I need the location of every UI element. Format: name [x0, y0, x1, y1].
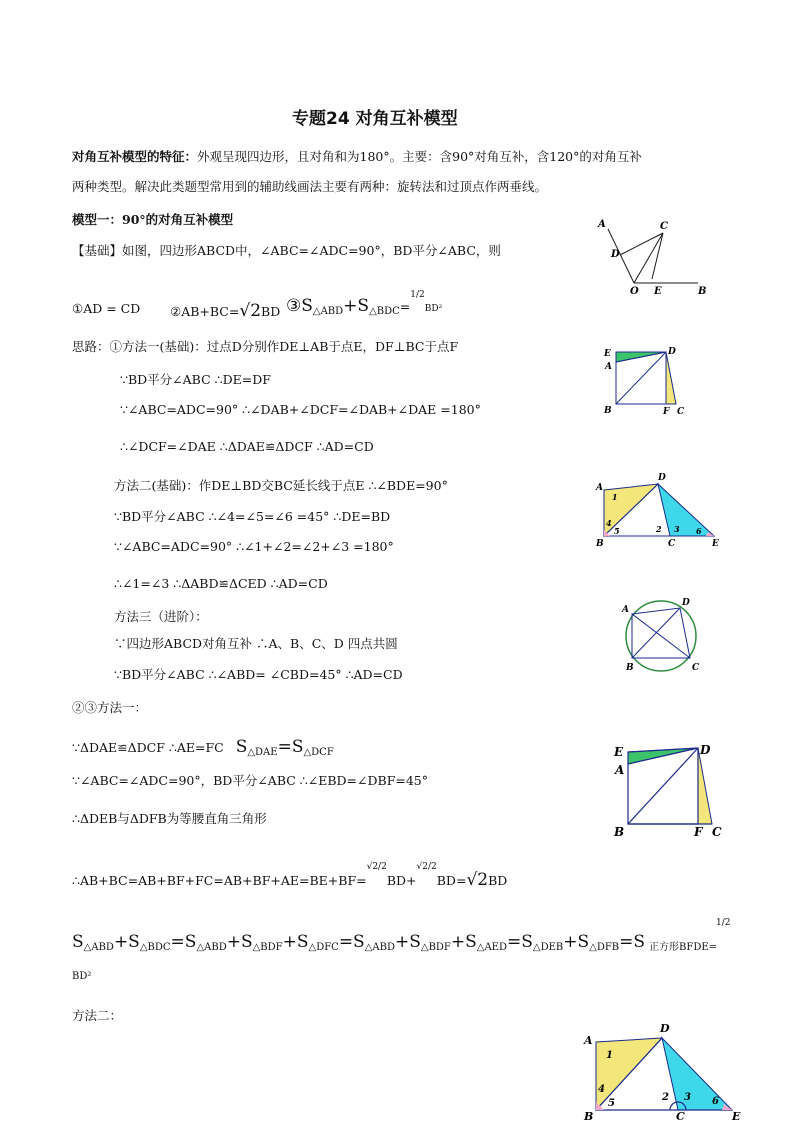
method1-line4: ∴∠DCF=∠DAE ∴ΔDAE≌ΔDCF ∴AD=CD	[120, 439, 374, 454]
fig3-label-b: B	[596, 539, 604, 549]
fig6-label-b: B	[584, 1110, 594, 1123]
fig1-label-e: E	[654, 286, 662, 297]
fig6-angle-6: 6	[712, 1096, 719, 1107]
area-term-0: △ABD	[83, 942, 114, 953]
part23-line4	[72, 862, 508, 890]
part23-line2: ∵∠ABC=∠ADC=90°，BD平分∠ABC ∴∠EBD=∠DBF=45°	[72, 773, 429, 788]
p23-l4-text: ∴AB+BC=AB+BF+FC=AB+BF+AE=BE+BF=	[72, 873, 367, 888]
method2-line1: 方法二(基础)：作DE⊥BD交BC延长线于点E ∴∠BDE=90°	[114, 478, 448, 493]
method3-line3: ∵BD平分∠ABC ∴∠ABD= ∠CBD=45° ∴AD=CD	[114, 667, 403, 682]
fig5-label-c: C	[712, 825, 722, 839]
area-term-3: △BDF	[252, 942, 283, 953]
conclusion-1: ①AD = CD	[72, 301, 141, 316]
fig3-angle-4: 4	[606, 518, 612, 528]
intro-line-2: 两种类型。解决此类题型常用到的辅助线画法主要有两种：旋转法和过顶点作两垂线。	[72, 179, 548, 194]
area-tail: 正方形BFDE	[649, 942, 709, 953]
fig2-label-a: A	[605, 362, 612, 372]
method2-line4: ∴∠1=∠3 ∴ΔABD≌ΔCED ∴AD=CD	[114, 576, 328, 591]
area-bd: BD²	[72, 971, 92, 982]
conclusion-2-text: ②AB+BC=	[170, 304, 240, 319]
p23-bd1: BD+	[386, 873, 417, 888]
c3-s: ③S	[286, 296, 313, 316]
p23-eq: =S	[277, 737, 304, 757]
fig2-label-d: D	[668, 347, 676, 357]
fig3-label-e: E	[712, 539, 719, 549]
fig6-angle-5: 5	[608, 1098, 615, 1109]
fig6-label-c: C	[676, 1110, 685, 1123]
fig1-label-a: A	[598, 219, 606, 230]
area-term-1: △BDC	[139, 942, 171, 953]
fig5-label-f: F	[694, 825, 703, 839]
fig3-label-a: A	[596, 483, 603, 493]
fig3-angle-5: 5	[614, 526, 620, 536]
conclusion-3	[286, 290, 443, 317]
c3-sub1: △ABD	[312, 306, 344, 317]
method2-heading: 方法二：	[72, 1008, 123, 1023]
fig6-angle-1: 1	[606, 1050, 613, 1061]
area-eq: =	[708, 942, 718, 953]
fig1-label-c: C	[660, 221, 668, 232]
part23-line1	[72, 737, 334, 758]
p23-bd2: BD=	[436, 873, 467, 888]
area-term-8: △DEB	[532, 942, 564, 953]
c3-half: 1/2	[410, 290, 425, 300]
method2-line2: ∵BD平分∠ABC ∴∠4=∠5=∠6 =45° ∴DE=BD	[114, 509, 391, 524]
c3-plus: +S	[343, 296, 370, 316]
area-half: 1/2	[716, 918, 731, 928]
figure-5	[612, 740, 732, 840]
intro-bold-label: 对角互补模型的特征：	[72, 149, 198, 164]
fig6-label-a: A	[584, 1034, 593, 1047]
method3-line2: ∵四边形ABCD对角互补 ∴A、B、C、D 四点共圆	[114, 636, 398, 651]
sqrt2-symbol: √2	[239, 301, 262, 321]
page-title: 专题24 对角互补模型	[292, 109, 458, 129]
p23-s1: S	[235, 737, 248, 757]
p23-frac2: √2/2	[416, 862, 437, 872]
p23-sqrt2: √2	[466, 870, 489, 890]
fig5-label-e: E	[614, 745, 624, 759]
method1-line1: 思路：①方法一(基础)：过点D分别作DE⊥AB于点E，DF⊥BC于点F	[72, 339, 459, 354]
intro-text: 外观呈现四边形，且对角和为180°。主要：含90°对角互补，含120°的对角互补	[197, 149, 642, 164]
area-equation: $S_{\triangle ABD}+S_{\triangle BDC}=S_{\triangle ABD}+S_{\triangle BDF}+S_{\triangle DFC}=S_{\triangle ABD}+S_{\triangle BDF}+S_{\triangle AED}=S_{\triangle DEB}+S_{\triangle DFB}=S$ $_{正方形BFDE=}$	[72, 932, 718, 953]
fig3-label-c: C	[668, 539, 676, 549]
fig1-label-o: O	[630, 286, 639, 297]
method2-line3: ∵∠ABC=ADC=90° ∴∠1+∠2=∠2+∠3 =180°	[114, 539, 394, 554]
area-term-5: △ABD	[364, 942, 395, 953]
part23-line3: ∴ΔDEB与ΔDFB为等腰直角三角形	[72, 811, 267, 826]
fig3-label-d: D	[658, 473, 666, 483]
area-term-9: △DFB	[589, 942, 620, 953]
fig3-angle-2: 2	[656, 524, 662, 534]
c3-sub2: △BDC	[369, 306, 400, 317]
fig4-label-c: C	[692, 663, 700, 673]
fig5-label-a: A	[615, 763, 625, 777]
figure-6	[582, 1020, 752, 1123]
area-term-2: △ABD	[196, 942, 227, 953]
fig4-label-a: A	[622, 605, 629, 615]
fig5-label-b: B	[614, 825, 625, 839]
fig2-label-c: C	[677, 407, 685, 417]
p23-sub1: △DAE	[247, 747, 278, 758]
figure-4	[616, 592, 716, 682]
figure-3	[594, 472, 724, 547]
part23-line1-text: ∵ΔDAE≌ΔDCF ∴AE=FC	[72, 740, 224, 755]
p23-bd-end: BD	[488, 873, 508, 888]
fig3-angle-3: 3	[674, 524, 680, 534]
c3-bd: BD²	[424, 304, 443, 314]
fig2-label-e: E	[604, 349, 611, 359]
p23-frac1: √2/2	[366, 862, 387, 872]
fig1-label-d: D	[611, 249, 620, 260]
area-term-6: △BDF	[420, 942, 451, 953]
fig6-angle-3: 3	[684, 1092, 691, 1103]
fig5-label-d: D	[700, 743, 711, 757]
c3-eq: =	[399, 299, 411, 314]
model1-heading: 模型一：90°的对角互补模型	[72, 212, 234, 227]
fig3-angle-6: 6	[696, 526, 702, 536]
fig1-label-b: B	[698, 286, 707, 297]
fig4-label-b: B	[626, 663, 634, 673]
fig2-label-b: B	[604, 406, 612, 416]
area-term-7: △AED	[476, 942, 507, 953]
fig4-label-d: D	[682, 598, 690, 608]
method1-line3: ∵∠ABC=ADC=90° ∴∠DAB+∠DCF=∠DAB+∠DAE =180°	[120, 402, 481, 417]
fig3-angle-1: 1	[612, 492, 618, 502]
figure-2	[600, 342, 690, 417]
method1-line2: ∵BD平分∠ABC ∴DE=DF	[120, 372, 271, 387]
conclusion-2	[170, 301, 280, 321]
model1-basic: 【基础】如图，四边形ABCD中，∠ABC=∠ADC=90°，BD平分∠ABC，则	[72, 243, 501, 258]
intro-line-1	[72, 147, 642, 165]
part23-heading: ②③方法一：	[72, 700, 148, 715]
fig6-angle-2: 2	[662, 1092, 669, 1103]
fig6-label-d: D	[660, 1022, 670, 1035]
fig6-angle-4: 4	[598, 1084, 605, 1095]
conclusion-2-bd: BD	[261, 304, 281, 319]
fig2-label-f: F	[663, 407, 670, 417]
fig6-label-e: E	[732, 1110, 741, 1123]
figure-1	[594, 215, 724, 295]
p23-sub2: △DCF	[303, 747, 334, 758]
area-term-4: △DFC	[308, 942, 339, 953]
method3-line1: 方法三（进阶）：	[114, 609, 208, 624]
